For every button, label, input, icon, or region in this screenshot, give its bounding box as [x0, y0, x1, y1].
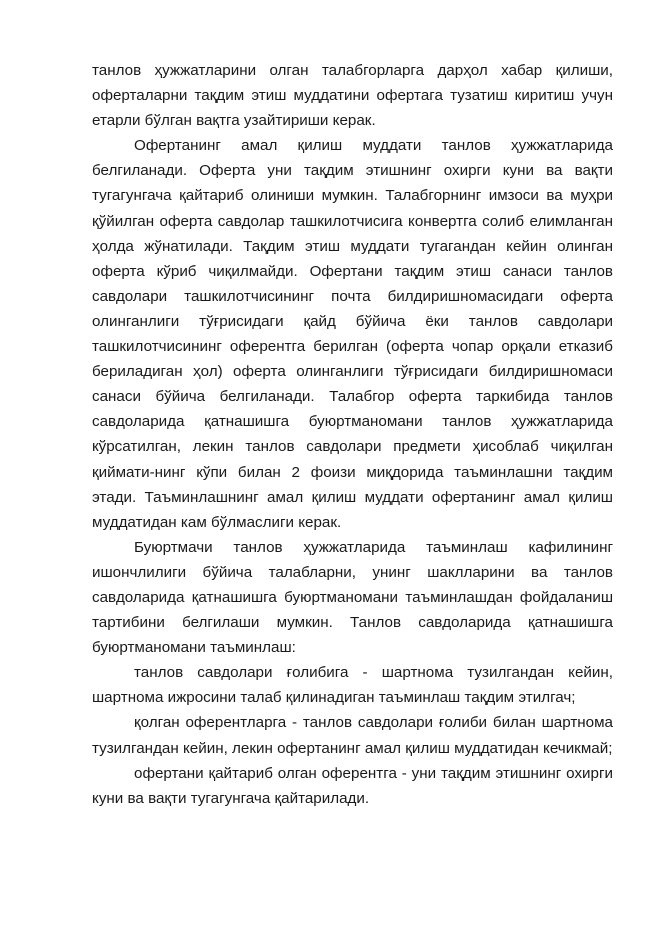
- list-item-other-bidders: қолган оферентларга - танлов савдолари ғолиби билан шартнома тузилгандан кейин, лекин офертанинг амал қилиш муддатидан кечикмай;: [92, 714, 613, 757]
- list-item-winner: танлов савдолари ғолибига - шартнома тузилгандан кейин, шартнома ижросини талаб қилинадиган таъминлаш тақдим этилгач;: [92, 664, 613, 707]
- paragraph-continuation: танлов ҳужжатларини олган талабгорларга дарҳол хабар қилиши, оферталарни тақдим этиш муддатини офертага тузатиш киритиш учун етарли бўлган вақтга узайтириши керак.: [92, 62, 613, 130]
- document-body: [92, 58, 613, 811]
- paragraph-customer-requirements: Буюртмачи танлов ҳужжатларида таъминлаш кафилининг ишончлилиги бўйича талабларни, унинг шаклларини ва танлов савдоларида қатнашишга буюртманомани таъминлашдан фойдаланиш тартибини белгилаши мумкин. Танлов савдоларида қатнашишга буюртманомани таъминлаш:: [92, 538, 613, 657]
- list-item-withdrawn-offer: офертани қайтариб олган оферентга - уни тақдим этишнинг охирги куни ва вақти тугагунгача қайтарилади.: [92, 764, 613, 807]
- paragraph-offer-validity: Офертанинг амал қилиш муддати танлов ҳужжатларида белгиланади. Оферта уни тақдим этишнинг охирги куни ва вақти тугагунгача қайтариб олиниши мумкин. Талабгорнинг имзоси ва муҳри қўйилган оферта савдолар ташкилотчисига конвертга солиб елимланган ҳолда жўнатилади. Тақдим этиш муддати тугагандан кейин олинган оферта кўриб чиқилмайди. Офертани тақдим этиш санаси танлов савдолари ташкилотчисининг почта билдиришномасидаги оферта олинганлиги тўғрисидаги қайд бўйича ёки танлов савдолари ташкилотчисининг оферентга берилган (оферта чопар орқали етказиб бериладиган ҳол) оферта олинганлиги тўғрисидаги билдиришномаси санаси бўйича белгиланади. Талабгор оферта таркибида танлов савдоларида қатнашишга буюртманомани танлов ҳужжатларида кўрсатилган, лекин танлов савдолари предмети ҳисоблаб чиқилган қиймати-нинг кўпи билан 2 фоизи миқдорида таъминлашни тақдим этади. Таъминлашнинг амал қилиш муддати офертанинг амал қилиш муддатидан кам бўлмаслиги керак.: [92, 137, 613, 531]
